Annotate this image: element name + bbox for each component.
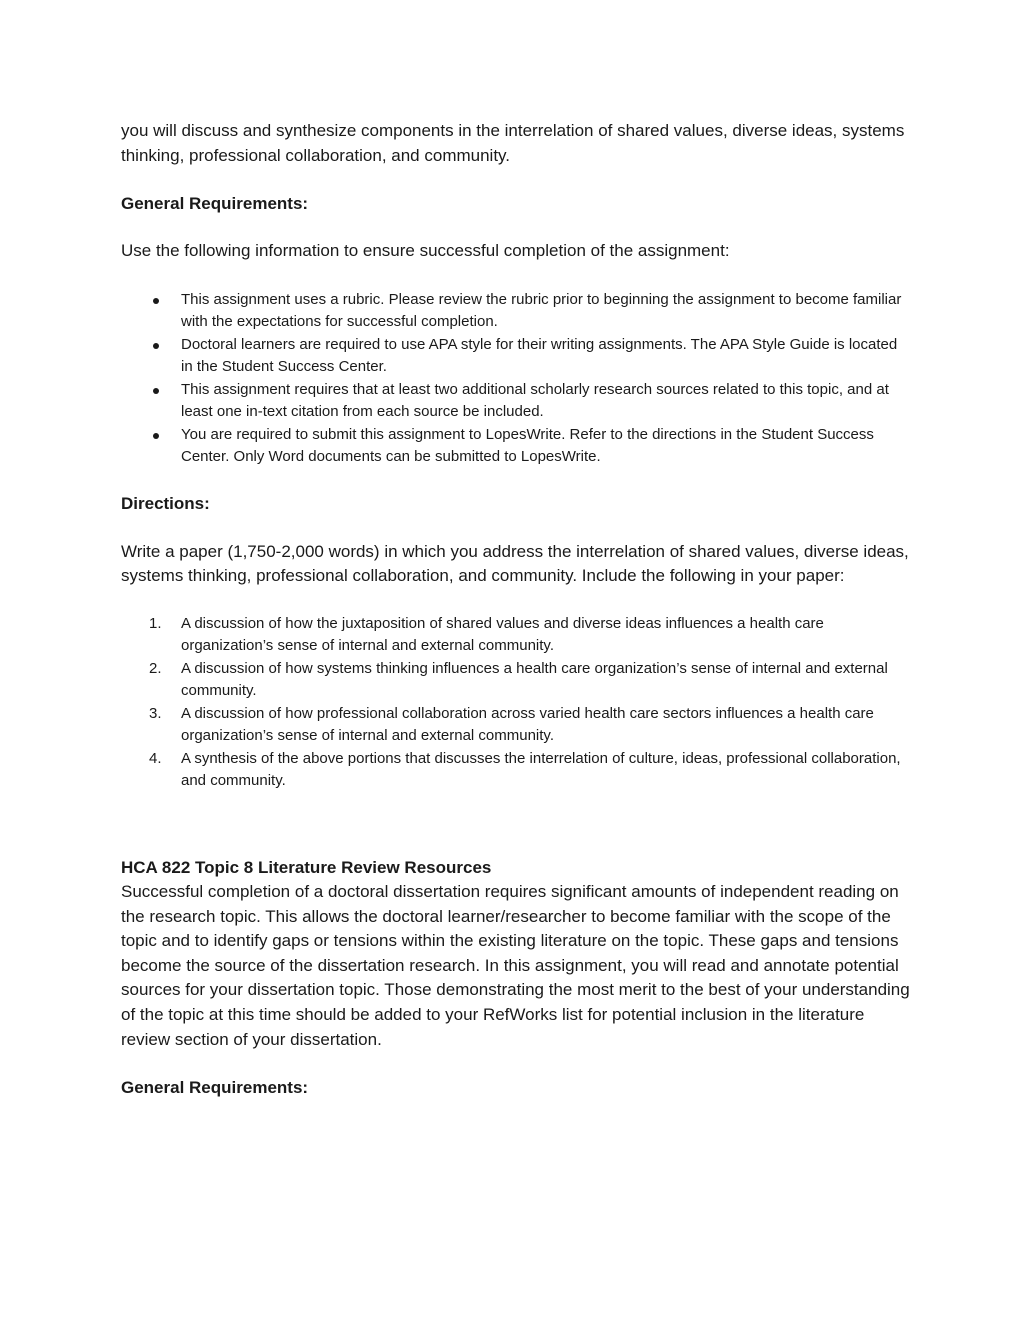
bullet-icon [153,433,159,439]
bullet-text: This assignment uses a rubric. Please review the rubric prior to beginning the assignment to become familiar with the expectations for successful completion. [181,290,902,331]
bullet-text: Doctoral learners are required to use APA style for their writing assignments. The APA Style Guide is located in the Student Success Center. [181,335,898,376]
list-item-text: A discussion of how systems thinking influences a health care organization’s sense of internal and external community. [181,659,888,700]
general-requirements-heading: General Requirements: [121,194,309,214]
intro-paragraph: you will discuss and synthesize components in the interrelation of shared values, diverse ideas, systems thinking, professional collaboration, and community. [121,121,905,165]
list-item [121,289,911,334]
list-item [121,334,911,379]
document-page [121,119,911,1100]
literature-review-heading: HCA 822 Topic 8 Literature Review Resources [121,857,492,877]
list-number: 3. [149,704,162,722]
list-item [121,424,911,469]
list-item-text: A discussion of how professional collaboration across varied health care sectors influences a health care organization’s sense of internal and external community. [181,704,874,745]
list-item [121,658,911,703]
general-requirements-heading-2: General Requirements: [121,1078,309,1098]
bullet-icon [153,388,159,394]
bullet-icon [153,343,159,349]
directions-heading: Directions: [121,493,210,513]
list-item [121,613,911,658]
bullet-text: This assignment requires that at least two additional scholarly research sources related to this topic, and at least one in-text citation from each source be included. [181,380,889,421]
list-item-text: A synthesis of the above portions that discusses the interrelation of culture, ideas, professional collaboration, and community. [181,749,901,790]
requirements-bullet-list [121,289,911,469]
list-number: 1. [149,614,162,632]
list-item-text: A discussion of how the juxtaposition of shared values and diverse ideas influences a health care organization’s sense of internal and external community. [181,614,824,655]
list-item [121,703,911,748]
requirements-lead-paragraph: Use the following information to ensure successful completion of the assignment: [121,241,730,261]
list-number: 2. [149,659,162,677]
literature-review-paragraph: Successful completion of a doctoral dissertation requires significant amounts of independent reading on the research topic. This allows the doctoral learner/researcher to become familiar with the scope of the topic and to identify gaps or tensions within the existing literature on the topic. These gaps and tensions become the source of the dissertation research. In this assignment, you will read and annotate potential sources for your dissertation topic. Those demonstrating the most merit to the best of your understanding of the topic at this time should be added to your RefWorks list for potential inclusion in the literature review section of your dissertation. [121,881,910,1049]
directions-numbered-list [121,613,911,793]
list-item [121,748,911,793]
directions-lead-paragraph: Write a paper (1,750-2,000 words) in which you address the interrelation of shared values, diverse ideas, systems thinking, professional collaboration, and community. Include the following in your paper: [121,541,909,586]
bullet-text: You are required to submit this assignment to LopesWrite. Refer to the directions in the Student Success Center. Only Word documents can be submitted to LopesWrite. [181,425,874,466]
list-item [121,379,911,424]
list-number: 4. [149,749,162,767]
bullet-icon [153,298,159,304]
